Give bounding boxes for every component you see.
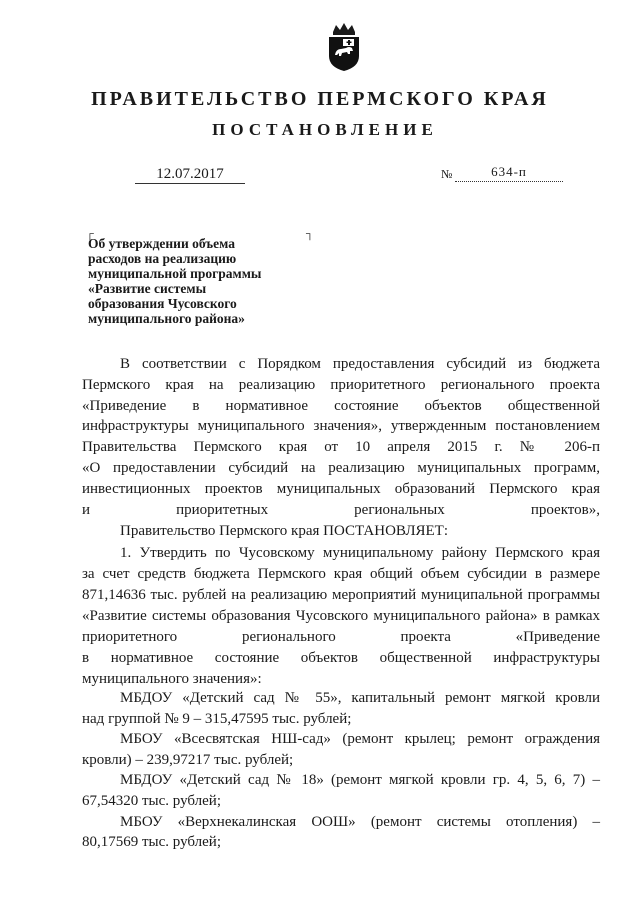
government-title: ПРАВИТЕЛЬСТВО ПЕРМСКОГО КРАЯ <box>91 88 549 110</box>
document-date: 12.07.2017 <box>135 165 245 184</box>
body-line: «Развитие системы образования Чусовского муниципального района» в рамках <box>82 608 600 624</box>
body-line: 67,54320 тыс. рублей; <box>82 792 221 809</box>
body-line: и приоритетных региональных проектов», <box>82 501 600 518</box>
document-type: ПОСТАНОВЛЕНИЕ <box>212 120 438 139</box>
body-line: муниципального значения»: <box>82 671 262 687</box>
subject-line: образования Чусовского <box>88 296 237 311</box>
body-line: «Приведение в нормативное состояние объектов общественной <box>82 397 600 414</box>
body-line: кровли) – 239,97217 тыс. рублей; <box>82 751 294 768</box>
body-line: Пермского края на реализацию приоритетного регионального проекта <box>82 376 600 393</box>
body-line: МБДОУ «Детский сад № 18» (ремонт мягкой кровли гр. 4, 5, 6, 7) – <box>120 772 600 789</box>
body-line: приоритетного регионального проекта «Приведение <box>82 629 600 645</box>
subject-line: «Развитие системы <box>88 281 207 296</box>
item-1-paragraph <box>82 543 600 690</box>
corner-mark-left: ┌ <box>86 228 94 240</box>
body-line: Правительства Пермского края от 10 апреля 2015 г. № 206-п <box>82 439 600 456</box>
preamble-paragraph <box>82 354 600 520</box>
body-line: МБОУ «Верхнекалинская ООШ» (ремонт системы отопления) – <box>120 813 600 830</box>
resolution-clause <box>82 521 600 542</box>
body-line: инфраструктуры муниципального значения», утвержденным постановлением <box>82 418 600 435</box>
body-line: 80,17569 тыс. рублей; <box>82 834 221 851</box>
body-line: 1. Утвердить по Чусовскому муниципальному району Пермского края <box>120 545 600 561</box>
body-line: МБДОУ «Детский сад № 55», капитальный ремонт мягкой кровли <box>120 690 600 706</box>
body-line: в нормативное состояние объектов общественной инфраструктуры <box>82 650 600 666</box>
body-line: МБОУ «Всесвятская НШ-сад» (ремонт крылец; ремонт ограждения <box>120 731 600 748</box>
subject-line: муниципальной программы <box>88 266 262 281</box>
number-sign: № <box>441 167 453 181</box>
subject-line: Об утверждении объема <box>88 236 235 251</box>
body-line: за счет средств бюджета Пермского края общий объем субсидии в размере <box>82 566 600 582</box>
subject-line: муниципального района» <box>88 311 245 326</box>
body-line: 871,14636 тыс. рублей на реализацию мероприятий муниципальной программы <box>82 587 600 603</box>
coat-of-arms-icon <box>324 22 364 72</box>
corner-mark-right: ┐ <box>306 228 314 240</box>
body-line: инвестиционных проектов муниципальных образований Пермского края <box>82 480 600 497</box>
document-number: 634-п <box>455 163 563 182</box>
document-subject <box>88 236 328 326</box>
body-line: В соответствии с Порядком предоставления субсидий из бюджета <box>120 356 600 372</box>
body-line: над группой № 9 – 315,47595 тыс. рублей; <box>82 710 352 727</box>
body-line: Правительство Пермского края ПОСТАНОВЛЯЕТ: <box>120 523 449 539</box>
body-line: «О предоставлении субсидий на реализацию муниципальных программ, <box>82 459 600 476</box>
subsidy-items <box>82 688 600 853</box>
subject-line: расходов на реализацию <box>88 251 237 266</box>
